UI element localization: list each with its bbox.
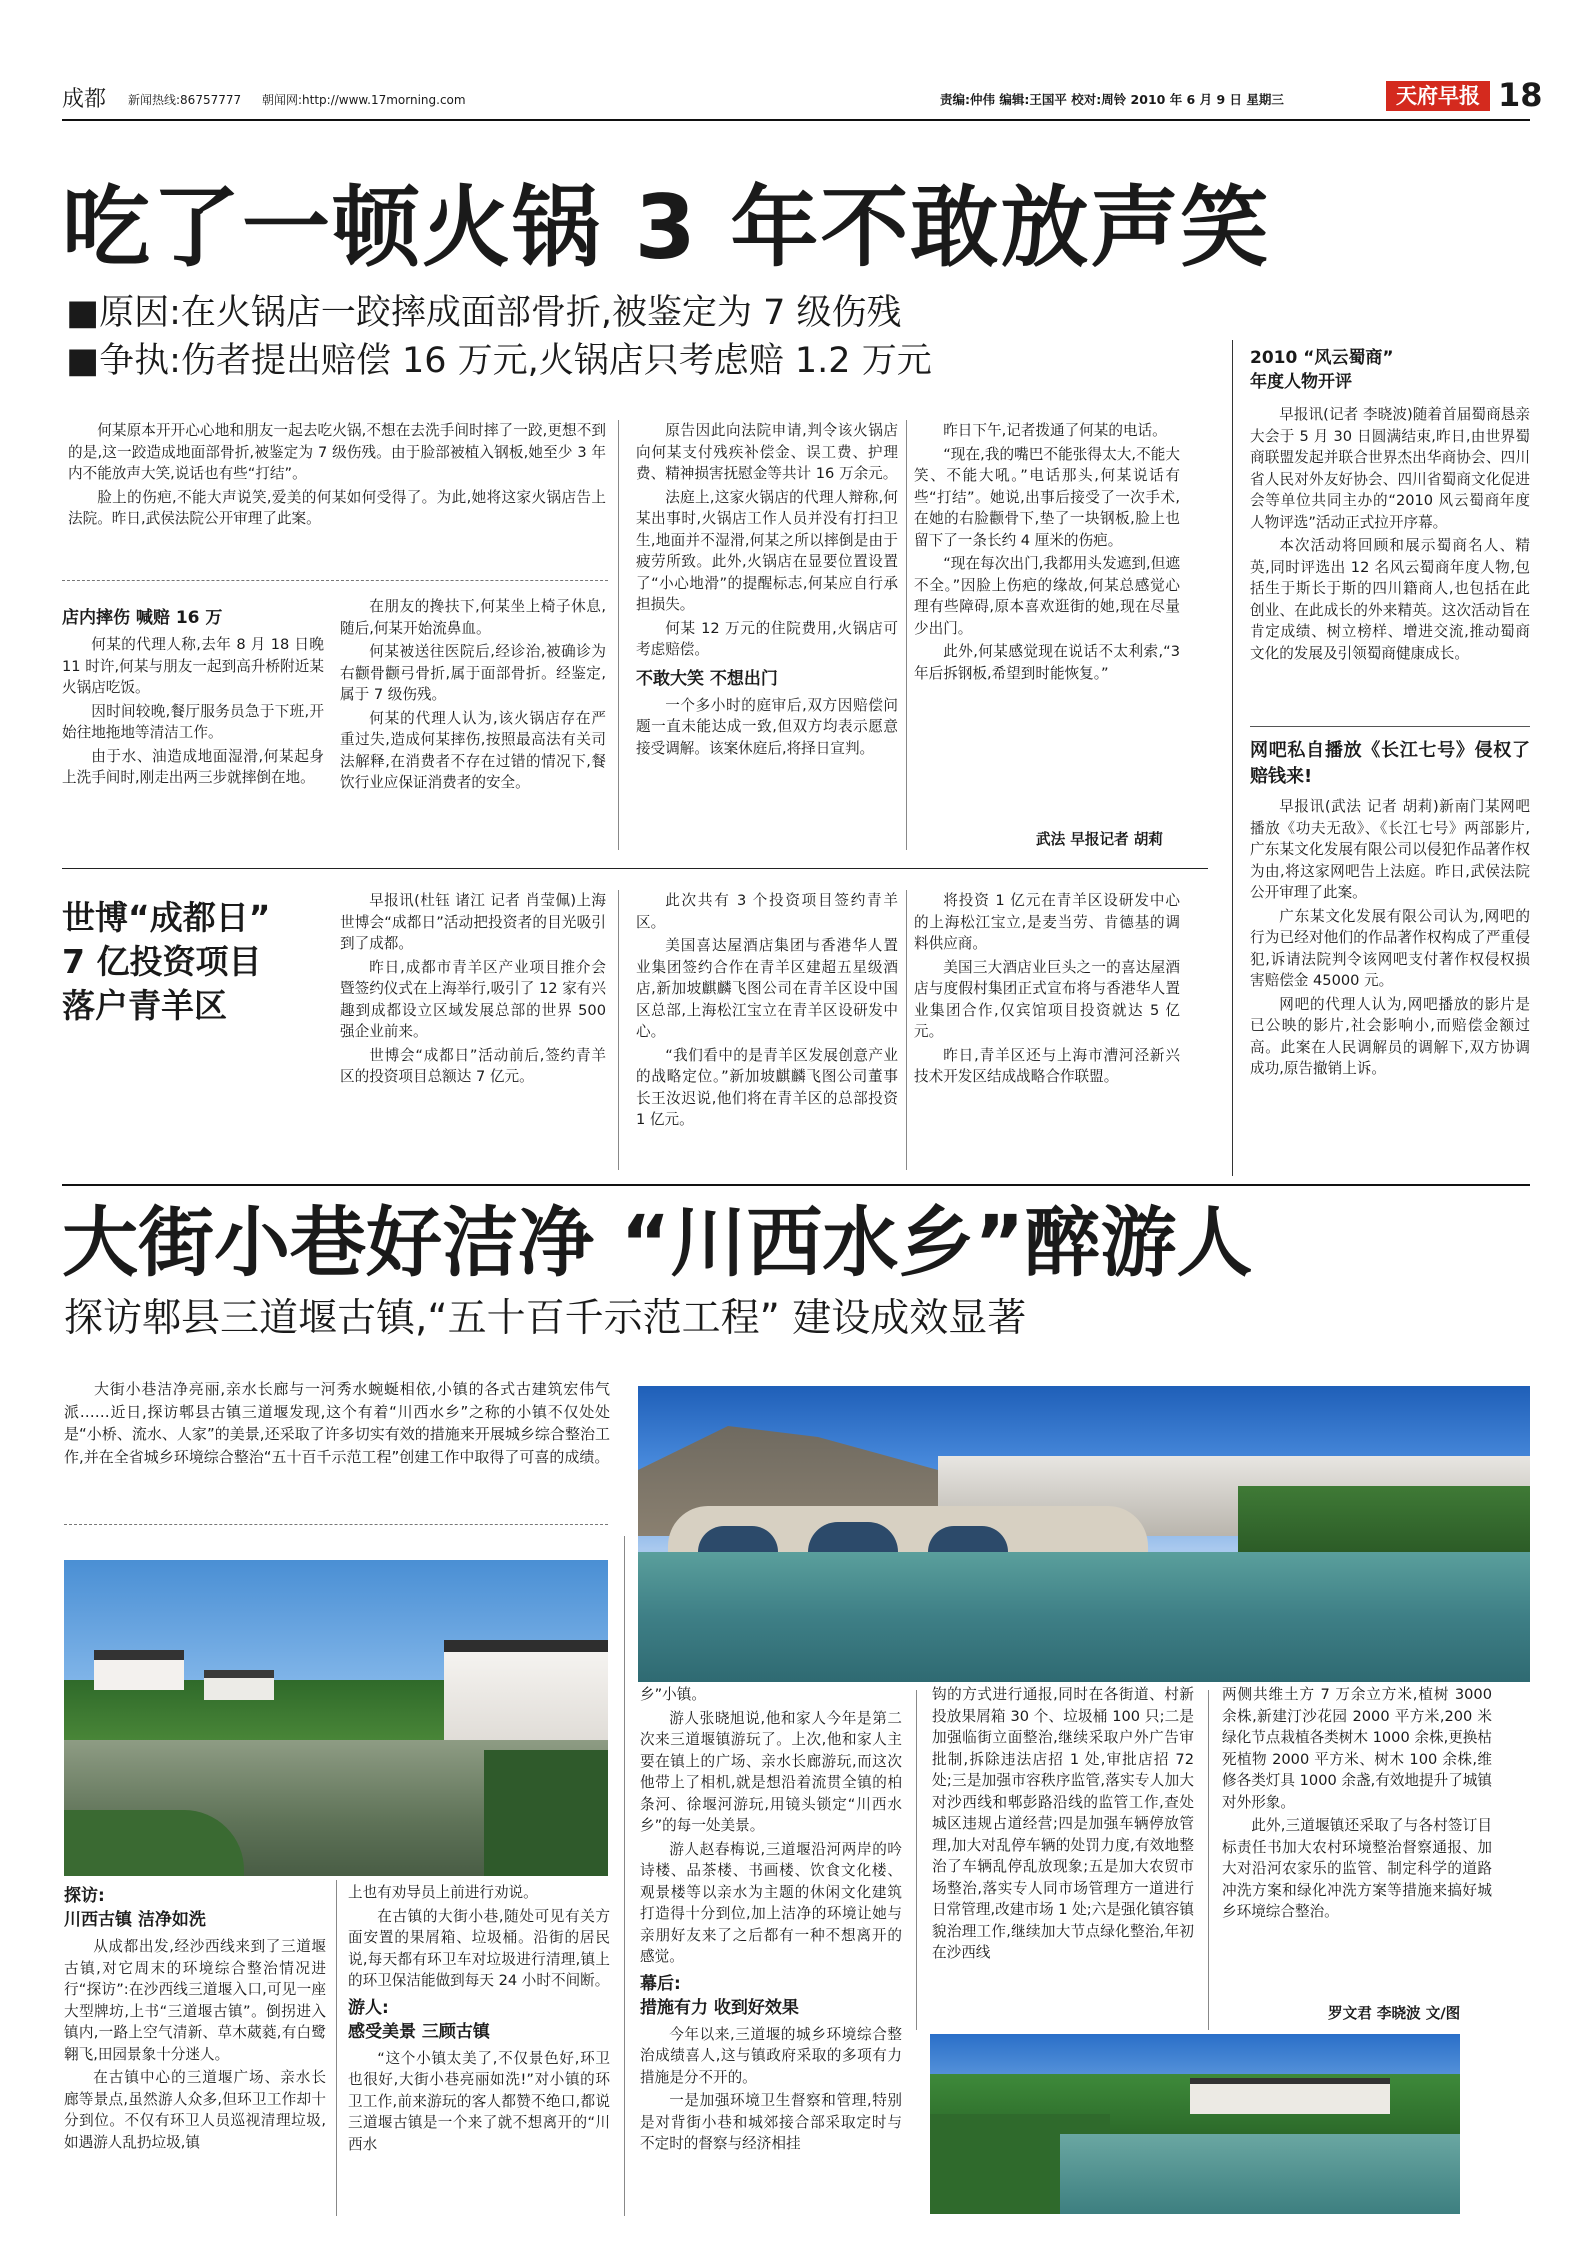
expo-col3 — [914, 890, 1180, 1176]
paragraph: 网吧的代理人认为,网吧播放的影片是已公映的影片,社会影响小,而赔偿金额过高。此案在人民调解员的调解下,双方协调成功,原告撤销上诉。 — [1250, 995, 1530, 1077]
paragraph: 游人张晓旭说,他和家人今年是第二次来三道堰镇游玩了。上次,他和家人主要在镇上的广场、亲水长廊游玩,而这次他带上了相机,就是想沿着流贯全镇的柏条河、徐堰河游玩,用镜头锁定“川西水乡”的每一处美景。 — [640, 1709, 902, 1834]
paragraph: 原告因此向法院申请,判令该火锅店向何某支付残疾补偿金、误工费、护理费、精神损害抚慰金等共计 16 万余元。 — [636, 422, 898, 482]
paragraph: 何某的代理人认为,该火锅店存在严重过失,造成何某摔伤,按照最高法有关司法解释,在消费者不存在过错的情况下,餐饮行业应保证消费者的安全。 — [340, 709, 606, 791]
paragraph: 在古镇中心的三道堰广场、亲水长廊等景点,虽然游人众多,但环卫工作却十分到位。不仅有环卫人员巡视清理垃圾,如遇游人乱扔垃圾,镇 — [64, 2069, 326, 2151]
expo-headline-line2: 7 亿投资项目 — [62, 942, 262, 981]
hotpot-deck-cause: ■原因:在火锅店一跤摔成面部骨折,被鉴定为 7 级伤残 — [66, 293, 902, 333]
section-city: 成都 — [62, 87, 107, 112]
paragraph: 此次共有 3 个投资项目签约青羊区。 — [636, 892, 898, 931]
paper-logo: 天府早报 — [1386, 81, 1490, 111]
town-section-visit-title: 探访: — [64, 1886, 105, 1906]
photo-ancient-town-river — [64, 1560, 608, 1876]
photo-riverside-willows — [930, 2034, 1460, 2214]
town-intro — [64, 1378, 610, 1538]
paragraph: 将投资 1 亿元在青羊区设研发中心的上海松江宝立,是麦当劳、肯德基的调料供应商。 — [914, 892, 1180, 952]
paragraph: 美国三大酒店业巨头之一的喜达屋酒店与度假村集团正式宣布将与香港华人置业集团合作,仅宾馆项目投资就达 5 亿元。 — [914, 958, 1180, 1040]
town-col5 — [1222, 1684, 1492, 2030]
paragraph: 何某 12 万元的住院费用,火锅店可考虑赔偿。 — [636, 619, 898, 658]
paragraph: 此外,三道堰镇还采取了与各村签订目标责任书加大农村环境整治督察通报、加大对沿河农家乐的监管、制定科学的道路冲洗方案和绿化冲洗方案等措施来搞好城乡环境综合整治。 — [1222, 1817, 1492, 1920]
paragraph: 美国喜达屋酒店集团与香港华人置业集团签约合作在青羊区建超五星级酒店,新加坡麒麟飞图公司在青羊区设中国区总部,上海松江宝立在青羊区设研发中心。 — [636, 937, 898, 1040]
paragraph: 一个多小时的庭审后,双方因赔偿问题一直未能达成一致,但双方均表示愿意接受调解。该案休庭后,将择日宣判。 — [636, 696, 898, 757]
expo-headline-line3: 落户青羊区 — [62, 986, 227, 1025]
hotpot-col1 — [62, 600, 324, 850]
paragraph: 两侧共维土方 7 万余立方米,植树 3000 余株,新建汀沙花园 2000 平方米,200 米绿化节点栽植各类树木 1000 余株,更换枯死植物 2000 平方米、树木 100 余株,维修各类灯具 1000 余盏,有效地提升了城镇对外形象。 — [1222, 1686, 1492, 1811]
town-headline: 大街小巷好洁净 “川西水乡”醉游人 — [62, 1198, 1253, 1287]
town-col3 — [640, 1684, 902, 2216]
paragraph: 钩的方式进行通报,同时在各街道、村新投放果屑箱 30 个、垃圾桶 100 只;二是加强临街立面整治,继续采取户外广告审批制,拆除违法店招 1 处,审批店招 72 处;三是加强市容秩序监管,落实专人加大对沙西线和郫彭路沿线的监管工作,查处城区违规占道经营;四是加强车辆停放管理,加大对乱停车辆的处罚力度,有效地整治了车辆乱停乱放现象;五是加大农贸市场整治,落实专人同市场管理方一道进行日常管理,改建市场 1 处;六是强化镇容镇貌治理工作,继续加大节点绿化整治,年初在沙西线 — [932, 1686, 1194, 1961]
sidebar-a2-title: 网吧私自播放《长江七号》侵权了 赔钱来! — [1250, 740, 1530, 787]
photo-arched-bridge — [638, 1386, 1530, 1682]
expo-headline — [62, 896, 342, 1028]
paragraph: 昨日,成都市青羊区产业项目推介会暨签约仪式在上海举行,吸引了 12 家有兴趣到成都设立区域发展总部的世界 500 强企业前来。 — [340, 958, 606, 1040]
paragraph: 一是加强环境卫生督察和管理,特别是对背街小巷和城郊接合部采取定时与不定时的督察与经济相挂 — [640, 2092, 902, 2152]
town-col4 — [932, 1684, 1194, 2030]
hotpot-col3 — [636, 420, 898, 850]
paragraph: 因时间较晚,餐厅服务员急于下班,开始往地拖地等清洁工作。 — [62, 702, 324, 741]
paragraph: 今年以来,三道堰的城乡环境综合整治成绩喜人,这与镇政府采取的多项有力措施是分不开的。 — [640, 2025, 902, 2086]
town-section-visit-subtitle: 川西古镇 洁净如洗 — [64, 1910, 206, 1930]
town-byline: 罗文君 李晓波 文/图 — [1328, 2005, 1461, 2022]
paragraph: 此外,何某感觉现在说话不太利索,“3 年后拆钢板,希望到时能恢复。” — [914, 643, 1180, 682]
paragraph: 在古镇的大街小巷,随处可见有关方面安置的果屑箱、垃圾桶。沿街的居民说,每天都有环卫车对垃圾进行清理,镇上的环卫保洁能做到每天 24 小时不间断。 — [348, 1907, 610, 1989]
hotpot-lead — [68, 420, 606, 570]
paragraph: 早报讯(杜钰 诸江 记者 肖莹佩)上海世博会“成都日”活动把投资者的目光吸引到了成都。 — [340, 892, 606, 952]
news-hotline: 新闻热线:86757777 — [128, 93, 242, 107]
hotpot-lead-p1: 何某原本开开心心地和朋友一起去吃火锅,不想在去洗手间时摔了一跤,更想不到的是,这一跤造成地面部骨折,被鉴定为 7 级伤残。由于脸部被植入钢板,她至少 3 年内不能放声大笑,说话也有些“打结”。 — [68, 422, 606, 482]
town-section-behind-subtitle: 措施有力 收到好效果 — [640, 1997, 799, 2018]
paragraph: 早报讯(记者 李晓波)随着首届蜀商恳亲大会于 5 月 30 日圆满结束,昨日,由世界蜀商联盟发起并联合世界杰出华商协会、四川省人民对外友好协会、四川省蜀商文化促进会等单位共同主办的“2010 风云蜀商年度人物评选”活动正式拉开序幕。 — [1250, 406, 1530, 531]
paragraph: 早报讯(武法 记者 胡莉)新南门某网吧播放《功夫无敌》、《长江七号》两部影片,广东某文化发展有限公司以侵犯作品著作权为由,将这家网吧告上法庭。昨日,武侯法院公开审理了此案。 — [1250, 798, 1530, 901]
town-col2 — [348, 1882, 610, 2216]
expo-col2 — [636, 890, 898, 1176]
paragraph: 昨日下午,记者拨通了何某的电话。 — [943, 422, 1167, 439]
paragraph: 广东某文化发展有限公司认为,网吧的行为已经对他们的作品著作权构成了严重侵犯,诉请法院判令该网吧支付著作权侵权损害赔偿金 45000 元。 — [1250, 907, 1530, 989]
paragraph: 世博会“成都日”活动前后,签约青羊区的投资项目总额达 7 亿元。 — [340, 1046, 606, 1085]
paragraph: 本次活动将回顾和展示蜀商名人、精英,同时评选出 12 名风云蜀商年度人物,包括生于斯长于斯的四川籍商人,也包括在此创业、在此成长的外来精英。这次活动旨在肯定成绩、树立榜样、增进交流,推动蜀商文化的发展及引领蜀商健康成长。 — [1250, 537, 1530, 662]
paragraph: “这个小镇太美了,不仅景色好,环卫也很好,大街小巷亮丽如洗!”对小镇的环卫工作,前来游玩的客人都赞不绝口,都说三道堰古镇是一个来了就不想离开的“川西水 — [348, 2049, 610, 2153]
paragraph: “现在,我的嘴巴不能张得太大,不能大笑、不能大吼。”电话那头,何某说话有些“打结”。她说,出事后接受了一次手术,在她的右脸颧骨下,垫了一块钢板,脸上也留下了一条长约 4 厘米的伤疤。 — [914, 445, 1180, 549]
hotpot-col2 — [340, 596, 606, 850]
hotpot-subhead-injury: 店内摔伤 喊赔 16 万 — [62, 608, 223, 628]
paragraph: 上也有劝导员上前进行劝说。 — [348, 1884, 538, 1901]
paragraph: 昨日,青羊区还与上海市漕河泾新兴技术开发区结成战略合作联盟。 — [914, 1046, 1180, 1085]
sidebar-article-netcafe — [1250, 738, 1530, 1174]
hotpot-deck-dispute: ■争执:伤者提出赔偿 16 万元,火锅店只考虑赔 1.2 万元 — [66, 341, 932, 381]
website-link[interactable]: 朝闻网:http://www.17morning.com — [262, 93, 466, 107]
sidebar-a1-subtitle: 年度人物开评 — [1250, 372, 1352, 392]
hotpot-col4 — [914, 420, 1180, 820]
page-number: 18 — [1498, 76, 1543, 114]
paragraph: 大街小巷洁净亮丽,亲水长廊与一河秀水蜿蜒相依,小镇的各式古建筑宏伟气派……近日,探访郫县古镇三道堰发现,这个有着“川西水乡”之称的小镇不仅处处是“小桥、流水、人家”的美景,还采取了许多切实有效的措施来开展城乡综合整治工作,并在全省城乡环境综合整治“五十百千示范工程”创建工作中取得了可喜的成绩。 — [64, 1380, 610, 1466]
paragraph: 从成都出发,经沙西线来到了三道堰古镇,对它周末的环境综合整治情况进行“探访”:在沙西线三道堰入口,可见一座大型牌坊,上书“三道堰古镇”。倒拐进入镇内,一路上空气清新、草木葳蕤,有白鹭翱飞,田园景象十分迷人。 — [64, 1938, 326, 2063]
paragraph: “现在每次出门,我都用头发遮到,但遮不全。”因脸上伤疤的缘故,何某总感觉心理有些障碍,原本喜欢逛街的她,现在尽量少出门。 — [914, 555, 1180, 637]
town-section-tourist-subtitle: 感受美景 三顾古镇 — [348, 2021, 490, 2042]
town-subheadline: 探访郫县三道堰古镇,“五十百千示范工程” 建设成效显著 — [64, 1296, 1027, 1341]
paragraph: 何某的代理人称,去年 8 月 18 日晚 11 时许,何某与朋友一起到高升桥附近某火锅店吃饭。 — [62, 636, 324, 696]
paragraph: 法庭上,这家火锅店的代理人辩称,何某出事时,火锅店工作人员并没有打扫卫生,地面并不湿滑,何某之所以摔倒是由于疲劳所致。此外,火锅店在显要位置设置了“小心地滑”的提醒标志,何某应自行承担损失。 — [636, 488, 898, 613]
paragraph: “我们看中的是青羊区发展创意产业的战略定位。”新加坡麒麟飞图公司董事长王汝迟说,他们将在青羊区的总部投资 1 亿元。 — [636, 1046, 898, 1128]
editor-credits: 责编:仲伟 编辑:王国平 校对:周铃 2010 年 6 月 9 日 星期三 — [940, 92, 1284, 107]
paragraph: 由于水、油造成地面湿滑,何某起身上洗手间时,刚走出两三步就摔倒在地。 — [62, 747, 324, 786]
hotpot-byline: 武法 早报记者 胡莉 — [1036, 831, 1163, 848]
expo-headline-line1: 世博“成都日” — [62, 898, 271, 937]
hotpot-subhead-afraid: 不敢大笑 不想出门 — [636, 668, 778, 689]
hotpot-lead-p2: 脸上的伤疤,不能大声说笑,爱美的何某如何受得了。为此,她将这家火锅店告上法院。昨日,武侯法院公开审理了此案。 — [68, 488, 606, 527]
hotpot-headline: 吃了一顿火锅 3 年不敢放声笑 — [62, 176, 1271, 279]
paragraph: 乡”小镇。 — [640, 1686, 706, 1703]
town-section-tourist-title: 游人: — [348, 1997, 389, 2018]
sidebar-article-merchants — [1250, 346, 1530, 746]
paragraph: 在朋友的搀扶下,何某坐上椅子休息,随后,何某开始流鼻血。 — [340, 598, 606, 637]
sidebar-a1-title: 2010 “风云蜀商” — [1250, 348, 1394, 368]
town-col1 — [64, 1880, 326, 2216]
expo-col1 — [340, 890, 606, 1176]
paragraph: 游人赵春梅说,三道堰沿河两岸的吟诗楼、品茶楼、书画楼、饮食文化楼、观景楼等以亲水为主题的休闲文化建筑打造得十分到位,加上洁净的环境让她与亲朋好友来了之后都有一种不想离开的感觉。 — [640, 1840, 902, 1965]
page-header — [62, 76, 1543, 118]
paragraph: 何某被送往医院后,经诊治,被确诊为右颧骨颧弓骨折,属于面部骨折。经鉴定,属于 7 级伤残。 — [340, 643, 606, 703]
town-section-behind-title: 幕后: — [640, 1973, 681, 1994]
